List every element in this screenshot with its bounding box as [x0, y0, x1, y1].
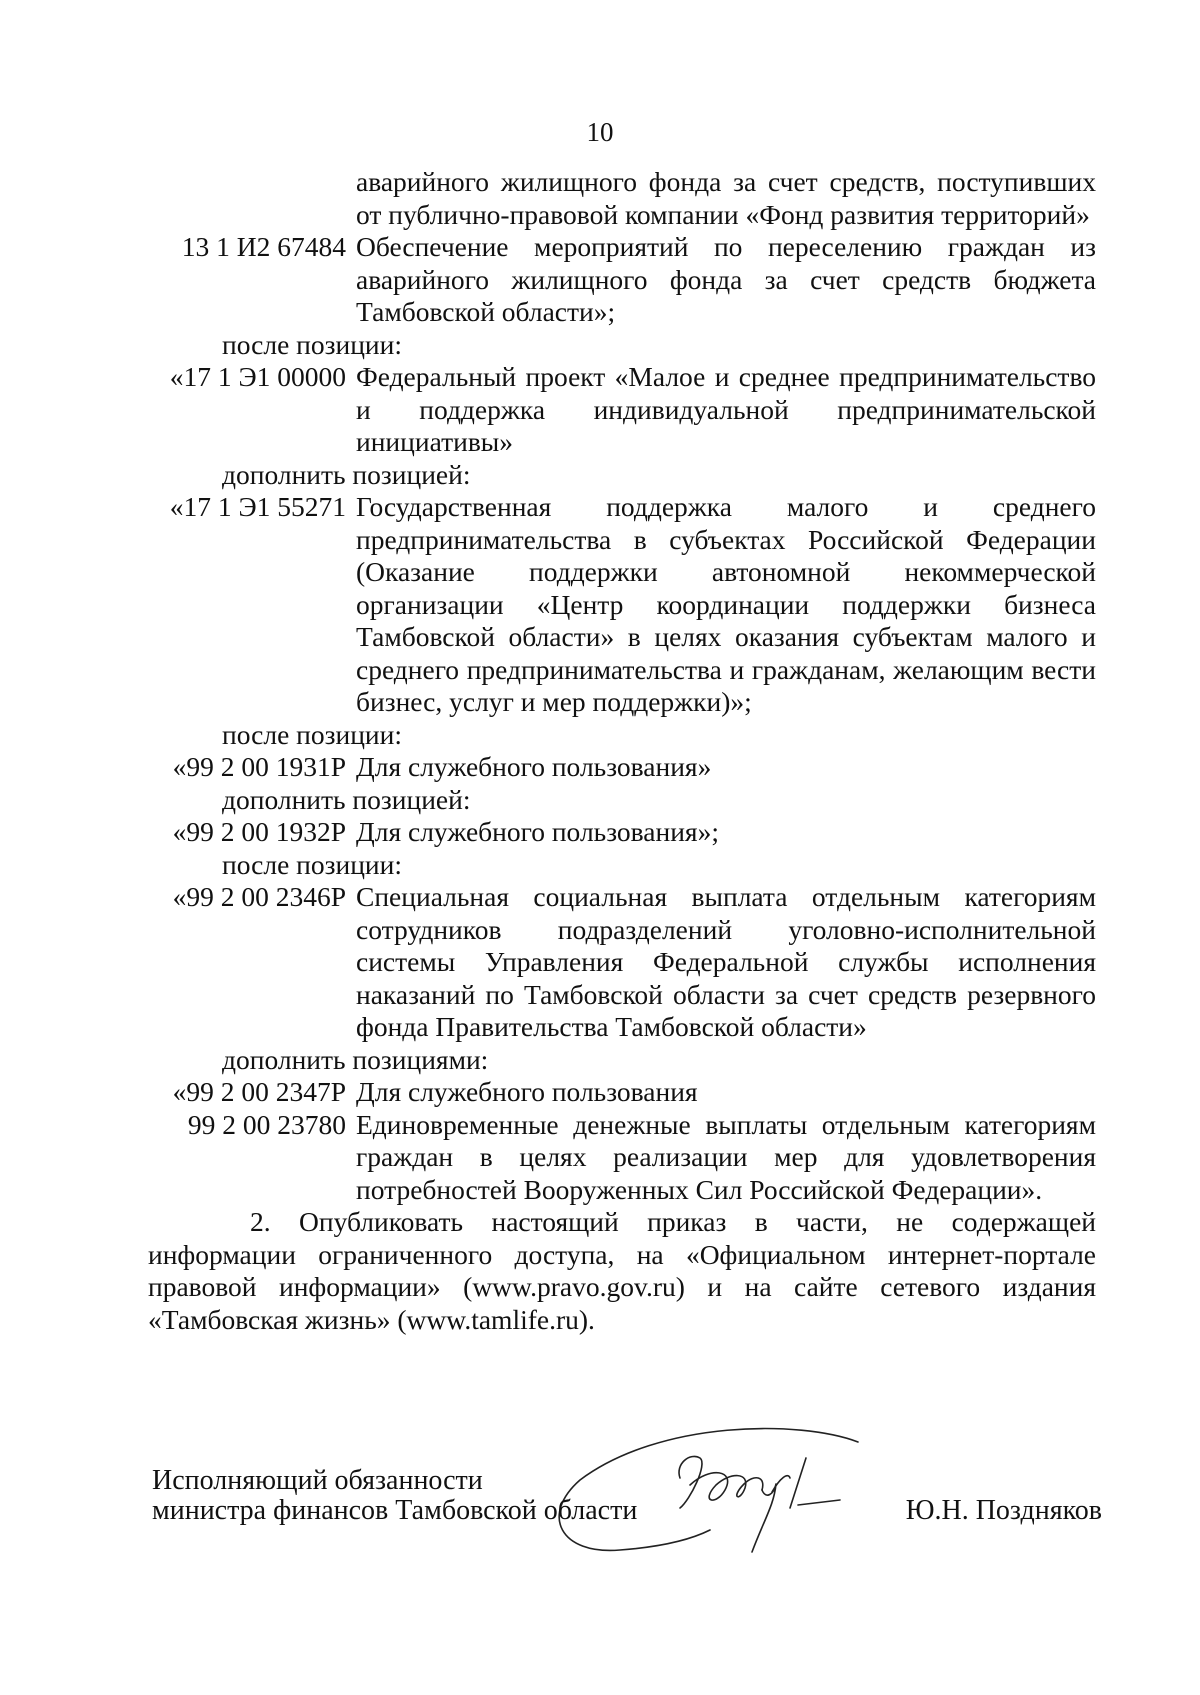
budget-code: 13 1 И2 67484 [181, 231, 346, 262]
amendment-instruction: после позиции: [222, 848, 402, 880]
signer-position-line-2: министра финансов Тамбовской области [152, 1495, 638, 1526]
code-entry-row [148, 881, 1096, 1044]
entry-description: Специальная социальная выплата отдельным категориям сотрудников подразделений уголовно-исполнительной системы Управления Федеральной службы исполнения наказаний по Тамбовской области за счет средств резервного фонда Правительства Тамбовской области» [356, 881, 1096, 1042]
budget-code: «17 1 Э1 00000 [169, 361, 346, 392]
amendment-instruction: дополнить позицией: [222, 458, 471, 490]
entry-description: Государственная поддержка малого и среднего предпринимательства в субъектах Российской Федерации (Оказание поддержки автономной некоммерческой организации «Центр координации поддержки бизнеса Тамбовской области» в целях оказания субъектам малого и среднего предпринимательства и гражданам, желающим вести бизнес, услуг и мер поддержки)»; [356, 491, 1096, 717]
amendment-instruction: после позиции: [222, 718, 402, 750]
signer-position-line-1: Исполняющий обязанности [152, 1465, 483, 1496]
code-entry-row [148, 751, 1096, 784]
document-body [148, 166, 1096, 1336]
code-entry-row [148, 231, 1096, 329]
budget-code: «99 2 00 1932Р [172, 816, 346, 847]
publication-paragraph: 2. Опубликовать настоящий приказ в части, не содержащей информации ограниченного доступа, на «Официальном интернет-портале правовой информации» (www.pravo.gov.ru) и на сайте сетевого издания «Тамбовская жизнь» (www.tamlife.ru). [148, 1206, 1096, 1335]
code-entry-row [148, 1076, 1096, 1109]
entry-description: Для служебного пользования [356, 1076, 698, 1107]
budget-code: «99 2 00 1931Р [172, 751, 346, 782]
budget-code: 99 2 00 23780 [187, 1108, 346, 1140]
entry-description: Единовременные денежные выплаты отдельным категориям граждан в целях реализации мер для удовлетворения потребностей Вооруженных Сил Российской Федерации». [356, 1108, 1096, 1205]
amendment-instruction: после позиции: [222, 328, 402, 360]
signer-name: Ю.Н. Поздняков [905, 1495, 1102, 1526]
entry-description: Федеральный проект «Малое и среднее предпринимательство и поддержка индивидуальной предпринимательской инициативы» [356, 361, 1096, 457]
code-entry-row [148, 361, 1096, 459]
signature-block [152, 1466, 1102, 1526]
budget-code: «99 2 00 2347Р [172, 1076, 346, 1107]
entry-description: Для служебного пользования»; [356, 816, 719, 847]
code-entry-row [148, 166, 1096, 231]
code-entry-row [148, 1109, 1096, 1207]
entry-description: Обеспечение мероприятий по переселению граждан из аварийного жилищного фонда за счет средств бюджета Тамбовской области»; [356, 231, 1096, 327]
code-entry-row [148, 491, 1096, 719]
amendment-instruction: дополнить позицией: [222, 783, 471, 815]
budget-code: «17 1 Э1 55271 [169, 491, 346, 522]
amendment-instruction: дополнить позициями: [222, 1043, 489, 1075]
code-entry-row [148, 816, 1096, 849]
entry-description: Для служебного пользования» [356, 751, 712, 782]
page-number: 10 [586, 117, 614, 147]
entry-description: аварийного жилищного фонда за счет средств, поступивших от публично-правовой компании «Фонд развития территорий» [356, 166, 1096, 230]
budget-code: «99 2 00 2346Р [172, 881, 346, 912]
